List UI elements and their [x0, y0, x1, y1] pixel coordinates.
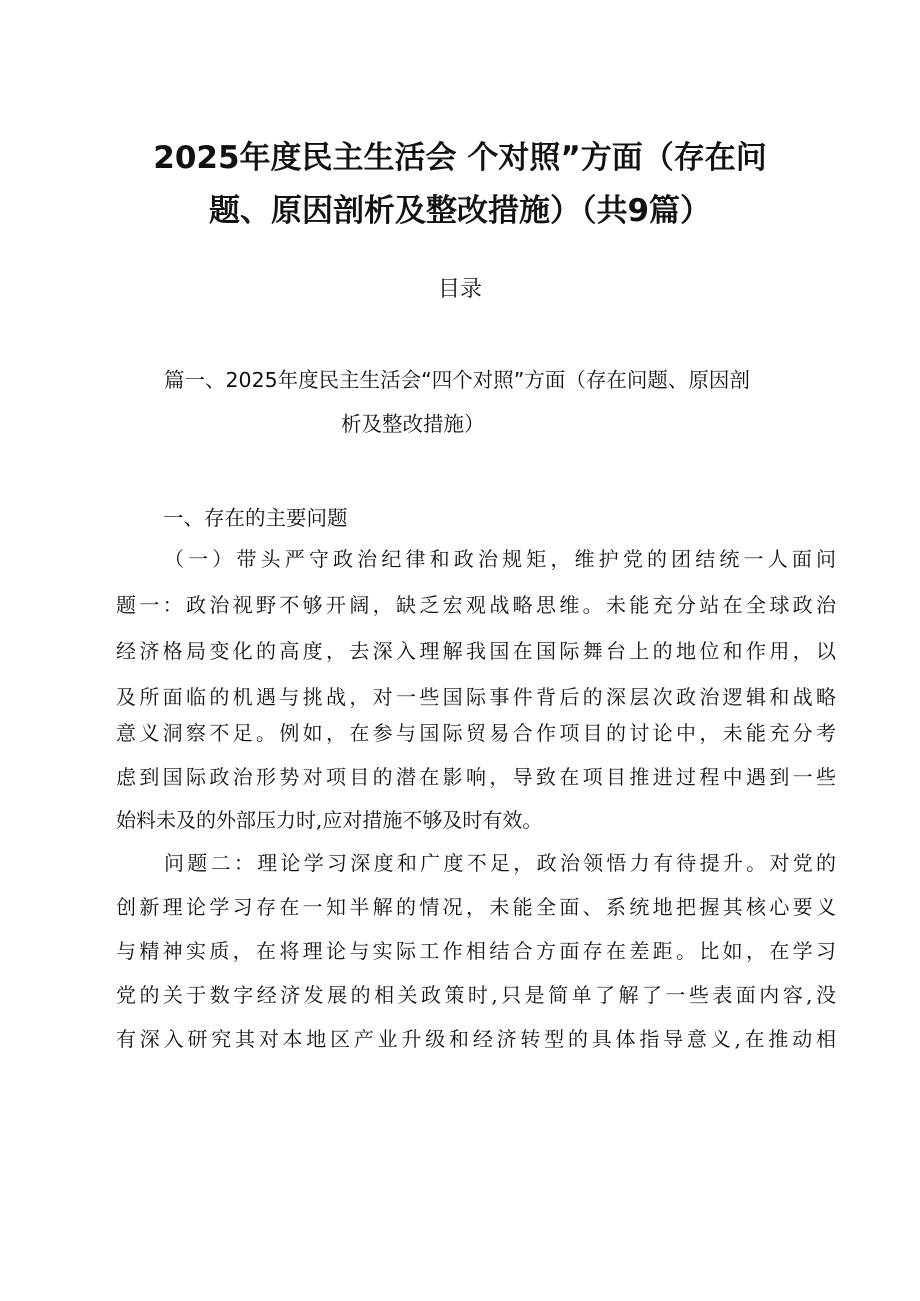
- paragraph-1-line: 始料未及的外部压力时,应对措施不够及时有效。: [116, 808, 543, 832]
- paragraph-1-line: （一）带头严守政治纪律和政治规矩，维护党的团结统一人面问: [164, 547, 836, 571]
- toc-entry-line-1[interactable]: 篇一、2025年度民主生活会“四个对照”方面（存在问题、原因剖: [164, 368, 750, 392]
- paragraph-1-line: 虑到国际政治形势对项目的潜在影响，导致在项目推进过程中遇到一些: [116, 765, 836, 789]
- paragraph-2-line: 党的关于数字经济发展的相关政策时,只是简单了解了一些表面内容,没: [116, 983, 836, 1007]
- toc-entry-line-2[interactable]: 析及整改措施）: [341, 412, 485, 436]
- paragraph-1-line: 意义洞察不足。例如，在参与国际贸易合作项目的讨论中，未能充分考: [116, 721, 836, 745]
- toc-heading: 目录: [437, 277, 482, 302]
- paragraph-2-line: 与精神实质，在将理论与实际工作相结合方面存在差距。比如，在学习: [116, 939, 836, 963]
- paragraph-2-line: 有深入研究其对本地区产业升级和经济转型的具体指导意义,在推动相: [116, 1027, 836, 1051]
- paragraph-2-line: 创新理论学习存在一知半解的情况，未能全面、系统地把握其核心要义: [116, 895, 836, 919]
- paragraph-1-line: 及所面临的机遇与挑战，对一些国际事件背后的深层次政治逻辑和战略: [116, 685, 836, 709]
- paragraph-2-line: 问题二：理论学习深度和广度不足，政治领悟力有待提升。对党的: [164, 851, 836, 875]
- paragraph-1-line: 题一：政治视野不够开阔，缺乏宏观战略思维。未能充分站在全球政治: [116, 593, 836, 617]
- paragraph-1-line: 经济格局变化的高度，去深入理解我国在国际舞台上的地位和作用，以: [116, 639, 836, 663]
- document-title-line-2: 题、原因剖析及整改措施）（共9篇）: [208, 193, 712, 229]
- section-heading: 一、存在的主要问题: [163, 506, 348, 530]
- document-title-line-1: 2025年度民主生活会 个对照”方面（存在问: [153, 140, 767, 176]
